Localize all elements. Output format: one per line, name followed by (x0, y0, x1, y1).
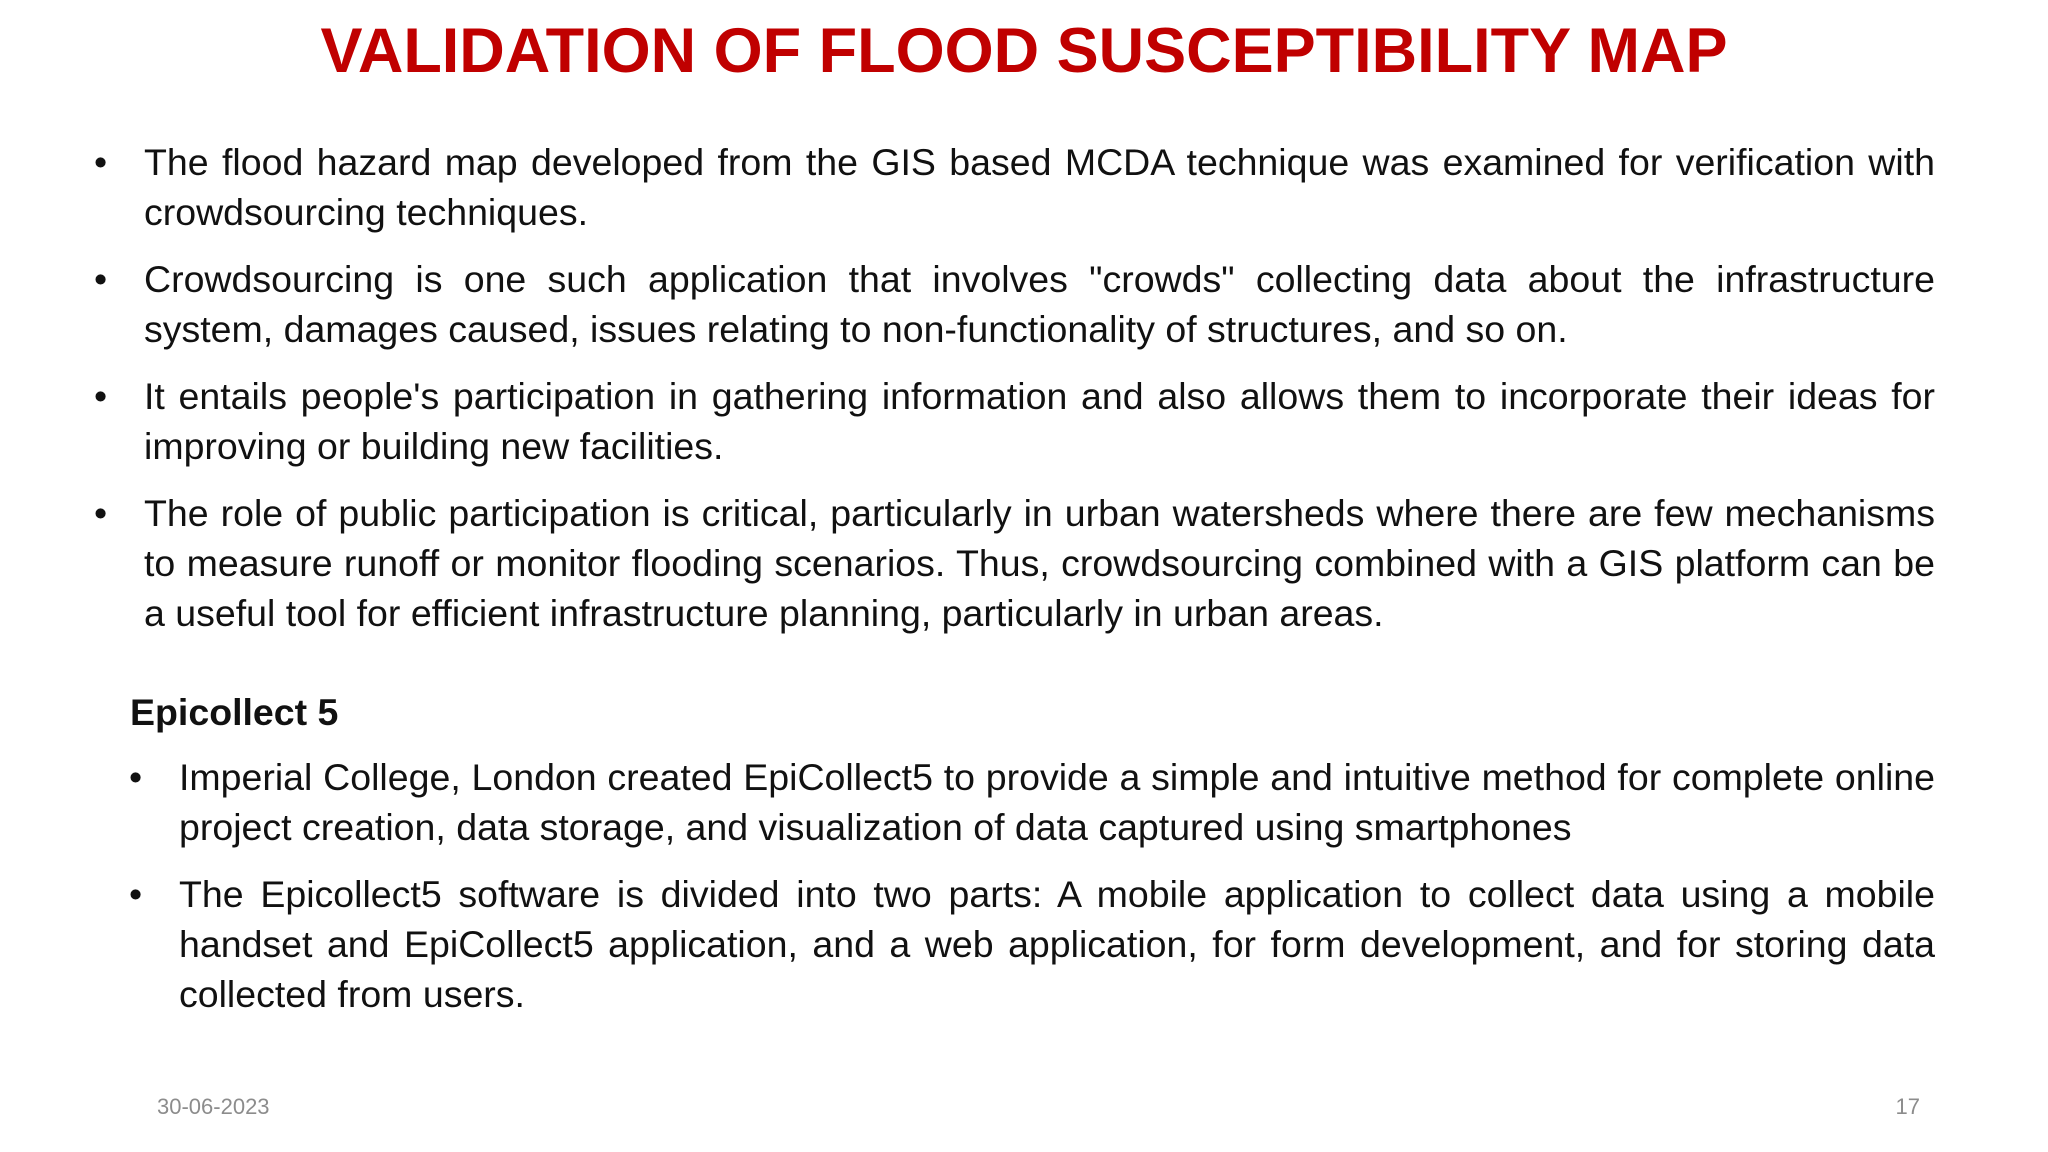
bullet-marker: • (94, 258, 108, 300)
bullet-text: Imperial College, London created EpiCollect5 to provide a simple and intuitive method for complete online project creation, data storage, and visualization of data captured using smartphones (179, 756, 1935, 848)
bullet-item (94, 254, 1935, 354)
bullet-marker: • (94, 375, 108, 417)
bullet-marker: • (129, 873, 143, 915)
bullet-item (94, 488, 1935, 638)
bullet-item (94, 371, 1935, 471)
section-subheading: Epicollect 5 (130, 691, 339, 733)
page-number: 17 (1895, 1094, 1920, 1119)
bullet-text: The flood hazard map developed from the GIS based MCDA technique was examined for verification with crowdsourcing techniques. (144, 141, 1935, 233)
bullet-text: The Epicollect5 software is divided into two parts: A mobile application to collect data using a mobile handset and EpiCollect5 application, and a web application, for form development, and for storing data collected from users. (179, 873, 1935, 1015)
sub-bullet-item (129, 869, 1935, 1019)
bullet-marker: • (94, 492, 108, 534)
bullet-text: The role of public participation is critical, particularly in urban watersheds where there are few mechanisms to measure runoff or monitor flooding scenarios. Thus, crowdsourcing combined with a GIS platform can be a useful tool for efficient infrastructure planning, particularly in urban areas. (144, 492, 1935, 634)
bullet-marker: • (94, 141, 108, 183)
bullet-text: It entails people's participation in gathering information and also allows them to incorporate their ideas for improving or building new facilities. (144, 375, 1935, 467)
slide-title: VALIDATION OF FLOOD SUSCEPTIBILITY MAP (320, 16, 1728, 86)
bullet-marker: • (129, 756, 143, 798)
footer-date: 30-06-2023 (157, 1094, 270, 1119)
sub-bullet-item (129, 752, 1935, 852)
bullet-item (94, 137, 1935, 237)
bullet-text: Crowdsourcing is one such application that involves "crowds" collecting data about the infrastructure system, damages caused, issues relating to non-functionality of structures, and so on. (144, 258, 1935, 350)
